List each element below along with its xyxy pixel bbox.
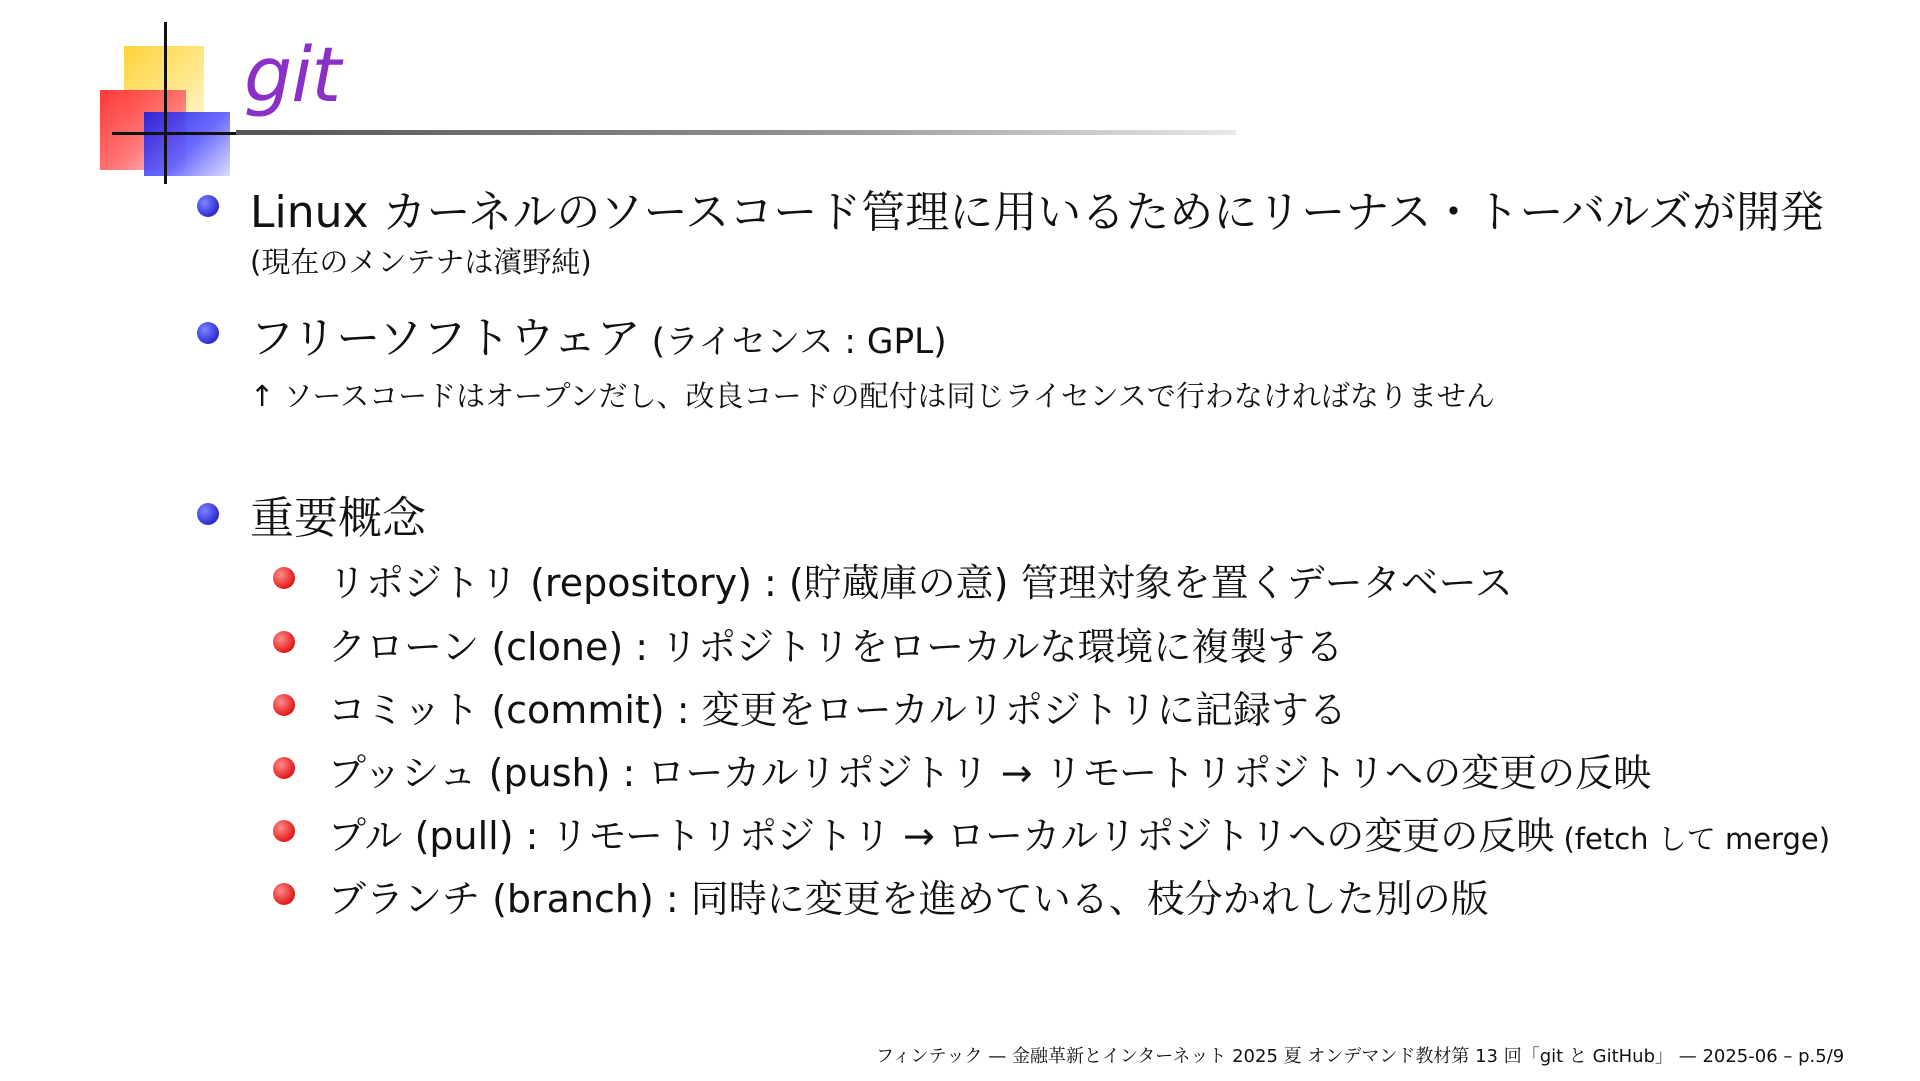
logo-cross-vertical (164, 22, 167, 184)
concept-dot (273, 757, 295, 779)
slide-logo (100, 22, 240, 184)
concept-term: プッシュ (328, 751, 477, 795)
concept-english: (repository) : (518, 561, 789, 605)
concept-english: (pull) : (402, 814, 551, 858)
concept-description: (貯蔵庫の意) 管理対象を置くデータベース (788, 561, 1513, 605)
license-note: (ライセンス : GPL) (640, 322, 947, 362)
bullet-linux-text: Linux カーネルのソースコード管理に用いるためにリーナス・トーバルズが開発 (250, 187, 1824, 238)
concept-extra: (fetch して merge) (1554, 822, 1831, 856)
free-software-label: フリーソフトウェア (250, 313, 641, 364)
bullet-dot (197, 322, 219, 344)
bullet-dot (197, 195, 219, 217)
concept-english: (commit) : (479, 688, 702, 732)
bullet-free-software (250, 302, 947, 366)
concept-push (328, 742, 1651, 797)
slide-footer: フィンテック — 金融革新とインターネット 2025 夏 オンデマンド教材第 13 回「git と GitHub」 — 2025-06 – p.5/9 (876, 1046, 1845, 1067)
bullet-dot (197, 503, 219, 525)
concept-term: リポジトリ (328, 561, 519, 605)
bullet-linux-note: (現在のメンテナは濱野純) (250, 245, 592, 279)
concept-description: リモートリポジトリ → ローカルリポジトリへの変更の反映 (550, 814, 1555, 858)
concept-pull (328, 805, 1830, 860)
concept-term: クローン (328, 625, 480, 669)
concept-dot (273, 820, 295, 842)
slide-title: git (244, 30, 341, 119)
concept-dot (273, 631, 295, 653)
key-concepts-heading: 重要概念 (250, 493, 426, 544)
concept-term: コミット (328, 688, 480, 732)
concept-term: プル (328, 814, 403, 858)
concept-description: 同時に変更を進めている、枝分かれした別の版 (690, 877, 1489, 921)
logo-blue-square (144, 112, 230, 176)
concept-english: (branch) : (480, 877, 691, 921)
concept-description: 変更をローカルリポジトリに記録する (701, 688, 1347, 732)
concept-dot (273, 883, 295, 905)
concept-term: ブランチ (328, 877, 481, 921)
concept-english: (push) : (476, 751, 648, 795)
concept-dot (273, 694, 295, 716)
concept-description: リポジトリをローカルな環境に複製する (660, 625, 1344, 669)
license-explanation: ↑ ソースコードはオープンだし、改良コードの配付は同じライセンスで行わなければなりません (250, 379, 1495, 413)
concept-dot (273, 567, 295, 589)
concept-clone (328, 616, 1343, 671)
title-rule (236, 130, 1236, 135)
concept-commit (328, 679, 1347, 734)
concept-english: (clone) : (479, 625, 661, 669)
concept-description: ローカルリポジトリ → リモートリポジトリへの変更の反映 (647, 751, 1652, 795)
concept-branch (328, 868, 1489, 923)
logo-cross-horizontal (112, 132, 238, 135)
concept-repository (328, 552, 1513, 607)
